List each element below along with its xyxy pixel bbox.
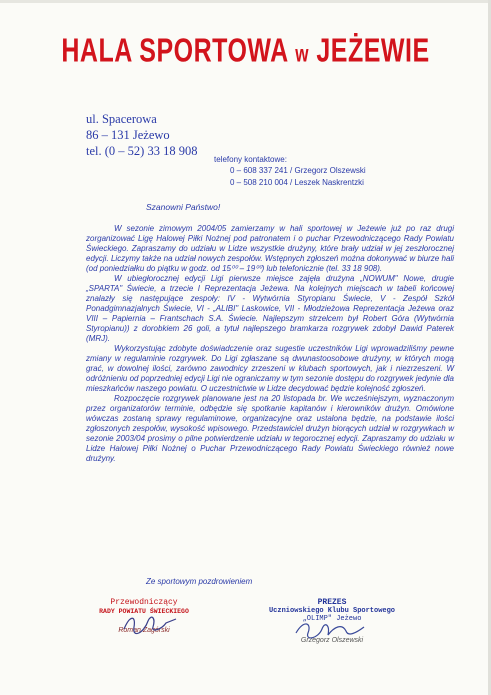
signature-right-org: Uczniowskiego Klubu Sportowego (268, 607, 396, 615)
contact-row: 0 – 608 337 241 / Grzegorz Olszewski (230, 166, 366, 175)
signature-left-name: Roman Zagórski (118, 627, 170, 634)
letter-body (86, 224, 454, 464)
contacts-label: telefony kontaktowe: (214, 155, 287, 164)
address-street: ul. Spacerowa (86, 112, 157, 126)
closing: Ze sportowym pozdrowieniem (146, 577, 253, 586)
body-paragraph: W sezonie zimowym 2004/05 zamierzamy w hali sportowej w Jeżewie już po raz drugi zorganizować Ligę Halowej Piłki Nożnej pod patronatem i o puchar Przewodniczącego Rady Powiatu Świeckiego. Zapraszamy do udziału w Lidze wszystkie drużyny, które brały udział w jej zeszłorocznej edycji. Liczymy także na udział nowych zespołów. Wstępnych zgłoszeń można dokonywać w biurze hali (od poniedziałku do piątku w godz. od 15⁰⁰ – 19⁰⁰) lub telefonicznie (tel. 33 18 908). (86, 224, 454, 273)
address-city: 86 – 131 Jeżewo (86, 128, 170, 142)
title-part1: HALA SPORTOWA (61, 32, 296, 70)
page-edge-top (0, 0, 491, 3)
signature-left-role: Przewodniczący (110, 598, 178, 607)
handwritten-signature-left (120, 611, 180, 637)
title-part2: JEŻEWIE (308, 32, 430, 70)
signature-right-org2: „OLIMP" Jeżewo (302, 615, 362, 623)
signature-left-org: RADY POWIATU ŚWIECKIEGO (99, 608, 189, 615)
address-block (86, 111, 197, 159)
greeting: Szanowni Państwo! (146, 202, 221, 212)
page-title (0, 32, 491, 71)
body-paragraph: Rozpoczęcie rozgrywek planowane jest na 20 listopada br. We wcześniejszym, wyznaczonym przez organizatorów terminie, odbędzie się spotkanie kapitanów i kierowników drużyn. Omówione wówczas zostaną sprawy regulaminowe, organizacyjne oraz ustalona będzie, na podstawie ilości zgłoszonych zespołów, wysokość wpisowego. Przedstawiciel drużyn biorących udział w rozgrywkach w sezonie 2003/04 prosimy o pilne potwierdzenie udziału w tegorocznej edycji. Zapraszamy do udziału w Lidze Halowej Piłki Nożnej o Puchar Przewodniczącego Rady Powiatu Świeckiego również nowe drużyny. (86, 394, 454, 463)
body-paragraph: W ubiegłorocznej edycji Ligi pierwsze miejsce zajęła drużyna „NOWUM" Nowe, drugie „SPARTA" Świecie, a trzecie I Reprezentacja Jeżewa. Na kolejnych miejscach w tabeli końcowej znalazły się następujące zespoły: IV - Wytwórnia Styropianu Świecie, V - Zespół Szkół Ponadgimnazjalnych Świecie, VI - „ALIBI" Laskowice, VII - Młodzieżowa Reprezentacja Jeżewa oraz VIII – Papiernia – Frantschach S.A. Świecie. Najlepszym strzelcem był Robert Góra (Wytwórnia Styropianu)) z dorobkiem 26 goli, a tytuł najlepszego bramkarza rozgrywek zdobył Dawid Paterek (MRJ). (86, 274, 454, 343)
signature-right-name: Grzegorz Olszewski (300, 637, 364, 644)
contact-row: 0 – 508 210 004 / Leszek Naskrentzki (230, 178, 364, 187)
contact-phones (214, 155, 366, 189)
body-paragraph: Wykorzystując zdobyte doświadczenie oraz sugestie uczestników Ligi wprowadziliśmy pewne zmiany w regulaminie rozgrywek. Do Ligi zgłaszane są dwunastoosobowe drużyny, w których mogą grać, w dowolnej ilości, zarówno zawodnicy zrzeszeni w klubach sportowych, jak i niezrzeszeni. W odróżnieniu od poprzedniej edycji Ligi nie ograniczamy w tym sezonie dostępu do rozgrywek jedynie dla mieszkańców naszego powiatu. O uczestnictwie w Lidze decydować będzie kolejność zgłoszeń. (86, 344, 454, 393)
address-phone: tel. (0 – 52) 33 18 908 (86, 144, 198, 158)
title-w: w (295, 41, 309, 68)
handwritten-signature-right (290, 617, 370, 645)
signature-right-role: PREZES (317, 598, 347, 607)
